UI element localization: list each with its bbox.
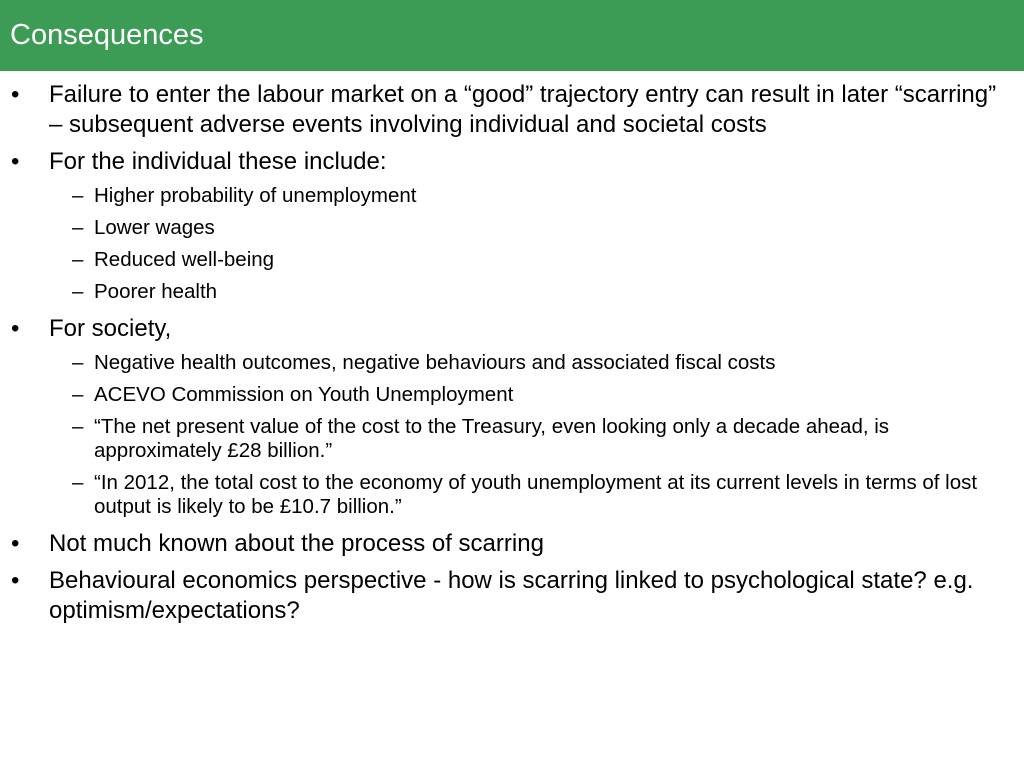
dash-marker: – [72,280,84,303]
sub-bullet-text: Reduced well-being [94,248,275,271]
bullet-text: For the individual these include: [49,148,387,175]
sub-bullet-text: Higher probability of unemployment [94,184,417,207]
dash-marker: – [72,216,84,239]
bullet-marker: • [11,530,20,557]
sub-bullet-text: Poorer health [94,280,218,303]
dash-marker: – [72,471,84,494]
sub-bullet-text: “In 2012, the total cost to the economy of youth unemployment at its current levels in terms of lost output is likely to be £10.7 billion.” [94,471,978,518]
sub-bullet-item [0,248,1024,272]
bullet-text: Failure to enter the labour market on a “good” trajectory entry can result in later “scarring” – subsequent adverse events involving individual and societal costs [49,81,997,138]
sub-bullet-item [0,415,1024,463]
dash-marker: – [72,184,84,207]
dash-marker: – [72,351,84,374]
sub-bullet-text: “The net present value of the cost to the Treasury, even looking only a decade ahead, is approximately £28 billion.” [94,415,890,462]
bullet-item [0,147,1024,177]
sub-bullet-item [0,184,1024,208]
sub-bullet-item [0,383,1024,407]
bullet-item [0,314,1024,344]
sub-bullet-text: ACEVO Commission on Youth Unemployment [94,383,514,406]
bullet-text: Behavioural economics perspective - how is scarring linked to psychological state? e.g. optimism/expectations? [49,567,974,624]
dash-marker: – [72,415,84,438]
bullet-item [0,566,1024,626]
title-bar [0,0,1024,71]
slide-content [0,80,1024,633]
bullet-marker: • [11,148,20,175]
sub-bullet-item [0,280,1024,304]
bullet-item [0,529,1024,559]
dash-marker: – [72,383,84,406]
dash-marker: – [72,248,84,271]
sub-bullet-item [0,351,1024,375]
sub-bullet-item [0,216,1024,240]
bullet-text: For society, [49,315,172,342]
sub-bullet-text: Lower wages [94,216,215,239]
bullet-marker: • [11,567,20,594]
bullet-marker: • [11,81,20,108]
sub-bullet-item [0,471,1024,519]
slide-title: Consequences [10,19,204,51]
sub-bullet-text: Negative health outcomes, negative behaviours and associated fiscal costs [94,351,776,374]
bullet-item [0,80,1024,140]
bullet-text: Not much known about the process of scarring [49,530,544,557]
bullet-marker: • [11,315,20,342]
